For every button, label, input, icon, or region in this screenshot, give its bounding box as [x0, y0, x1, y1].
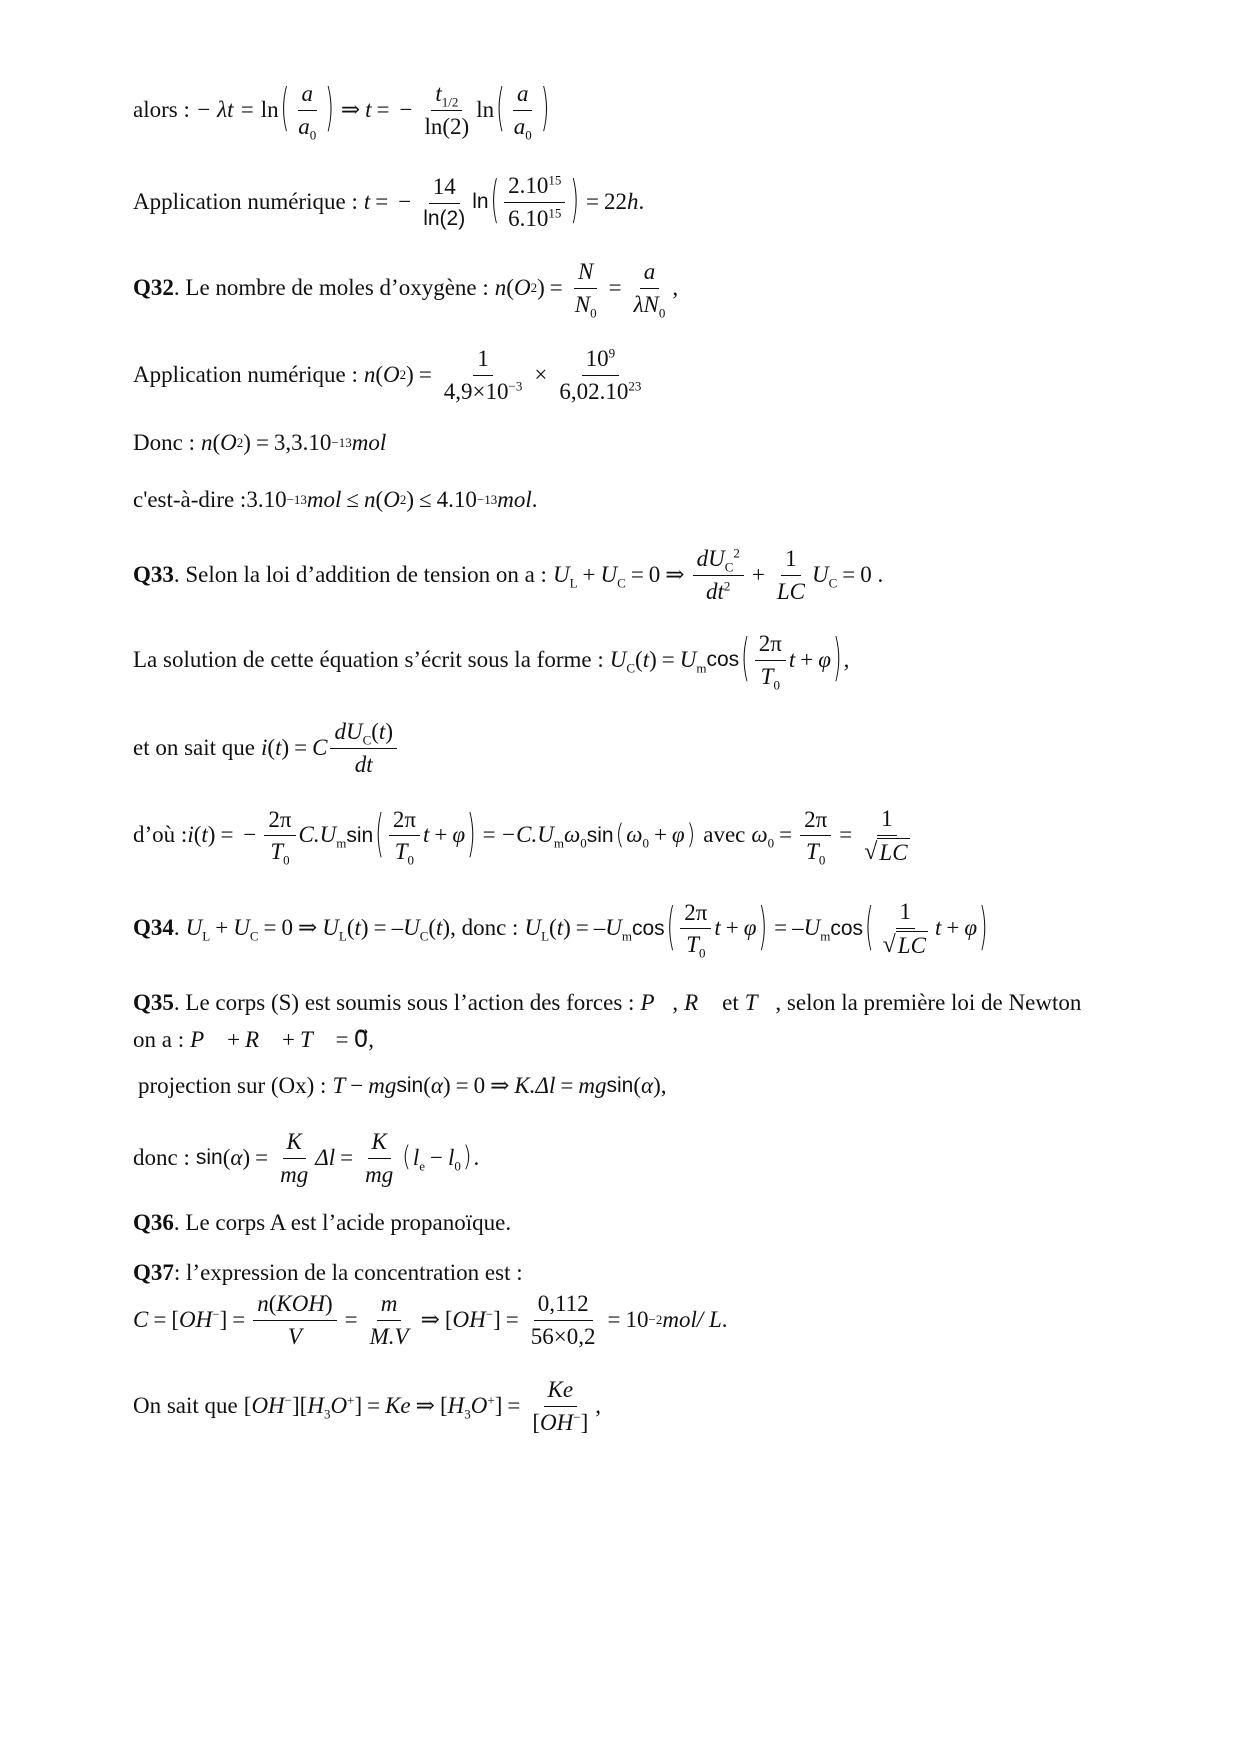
alors-label: alors : [133, 96, 190, 122]
current-expression: d’où : i ( t ) = − $\frac{2\pi}{T_0}$ $C.U_m$ sin ( $\frac{2\pi}{T_0}$ t + φ ) = $-C.U_m\omega_0$ sin ( $\omega_0$ + φ ) avec $\omega_0$ = $\frac{2\pi}{T_0}$ = 1 √ LC [133, 806, 908, 868]
volume-value: 0,2 [566, 1323, 596, 1349]
q37-line [133, 1260, 523, 1286]
solution-text: La solution de cette équation s’écrit sous la forme : [133, 646, 604, 672]
q34-label: Q34 [133, 915, 174, 941]
donc-label: Donc : [133, 430, 195, 455]
solution-line: La solution de cette équation s’écrit sous la forme : $U_C$ ( t ) = $U_m$ cos ( $\frac{2\pi}{T_0}$ t + φ ) , [133, 630, 850, 693]
q34-donc: , donc : [450, 915, 519, 941]
half-life-value: 14 [429, 173, 460, 204]
a0-value: 6.10 [508, 205, 549, 231]
q36-line [133, 1210, 511, 1236]
count-value: 10 [585, 346, 609, 371]
projection-label: projection sur (Ox) : [138, 1073, 327, 1098]
cest-a-dire-label: c'est-à-dire : [133, 487, 247, 512]
q35-line-2: on a : P⃗ + R⃗ + T⃗ = 0⃗ , [133, 1027, 375, 1052]
q32-text: . Le nombre de moles d’oxygène : [173, 274, 489, 300]
q35-label: Q35 [133, 990, 174, 1015]
moles-interval: c'est-à-dire : 3.10 −13 mol ≤ n ( O 2 ) ≤ 4.10 −13 mol . [133, 487, 538, 512]
q37-text: : l’expression de la concentration est : [173, 1260, 523, 1285]
q34-line: Q34 . $U_L$ + $U_C$ = 0 ⇒ $U_L$ ( t ) = $-U_C$ ( t ) , donc : $U_L$ ( t ) = $-U_m$ cos ( $\frac{2\pi}{T_0}$ t + φ ) = $-U_m$ cos ( 1 √ LC t + φ ) [133, 899, 988, 961]
q33-label: Q33 [133, 561, 174, 587]
on-sait-text: et on sait que [133, 734, 255, 760]
n-high: 4.10 [436, 487, 477, 512]
moles-numeric: Application numérique : n ( O 2 ) = $\frac{1}{4,9\times 10^{-3}}$ × $\frac{10^9}{6,02.10^{23}}$ [133, 345, 642, 404]
q35-text: . Le corps (S) est soumis sous l’action des forces : [173, 990, 635, 1015]
q35-et: et [722, 990, 739, 1015]
donc2-label: donc : [133, 1144, 190, 1170]
projection-line: projection sur (Ox) : T − mg sin ( α ) = 0 ⇒ K.Δl = mg sin ( α ) , [138, 1073, 667, 1098]
q32-label: Q32 [133, 274, 174, 300]
q32-line: Q32 . Le nombre de moles d’oxygène : n ( O 2 ) = $\frac{N}{N_0}$ = $\frac{a}{\lambda N_0}$ , [133, 259, 679, 321]
current-definition: et on sait que i ( t ) = C $\frac{dU_C(t)}{dt}$ [133, 718, 400, 778]
ionic-product: On sait que [ OH− ][ $H_3O^+$ ] = Ke ⇒ [ $H_3O^+$ ] = $\frac{Ke}{[OH^-]}$ , [133, 1377, 602, 1435]
conc-unit: mol/ L [662, 1306, 722, 1332]
decay-time-formula: alors : − λt = ln ( $\frac{a}{a_0}$ ) ⇒ t = − $\frac{t_{1/2}}{\ln(2)}$ ln ( $\frac{a}{a_0}$ ) [133, 80, 550, 143]
n-result: 3,3.10 [273, 430, 332, 455]
app-num-label: Application numérique : [133, 188, 358, 214]
dou-label: d’où : [133, 822, 188, 848]
q36-text: . Le corps A est l’acide propanoïque. [173, 1210, 512, 1235]
on-sait2-text: On sait que [133, 1392, 238, 1418]
on-a-label: on a : [133, 1027, 185, 1052]
avogadro-value: 6,02.10 [559, 378, 629, 404]
lambda-value: 4,9×10 [443, 378, 509, 404]
avec-label: avec [703, 822, 746, 848]
q33-line: Q33 . Selon la loi d’addition de tension on a : $U_L$ + $U_C$ = 0 ⇒ $\frac{dU_C^2}{dt^2}$ + $\frac{1}{LC}$ $U_C$ = 0 . [133, 545, 884, 604]
q37-label: Q37 [133, 1260, 174, 1285]
mass-value: 0,112 [534, 1290, 593, 1321]
sine-expression: donc : sin ( α ) = $\frac{K}{mg}$ Δl = $\frac{K}{mg}$ ( $l_e$ − $l_0$ ) . [133, 1129, 480, 1187]
molar-mass-value: 56 [530, 1323, 554, 1349]
q36-label: Q36 [133, 1210, 174, 1235]
concentration-formula: C = [ OH− ] = $\frac{\text{n(KOH)}}{V}$ = $\frac{m}{M.V}$ ⇒ [ OH− ] = $\frac{0,112}{56\times 0,2}$ = 10 −2 mol/ L . [133, 1291, 728, 1349]
a-value: 2.10 [508, 173, 549, 198]
app-num-label-2: Application numérique : [133, 361, 358, 387]
n-low: 3.10 [246, 487, 287, 512]
moles-result: Donc : n ( O 2 ) = 3,3.10 −13 mol [133, 430, 387, 455]
q33-text: . Selon la loi d’addition de tension on a : [173, 561, 547, 587]
q35-line-1: Q35 . Le corps (S) est soumis sous l’action des forces : P⃗ , R⃗ et T⃗ , selon la première loi de Newton [133, 990, 1082, 1015]
decay-time-numeric: Application numérique : t = − $\frac{14}{\ln(2)}$ ln ( $\frac{2.10^{15}}{6.10^{15}}$ ) = 22 h . [133, 172, 645, 231]
q35-newton: , selon la première loi de Newton [775, 990, 1082, 1015]
t-result: 22 [604, 188, 627, 214]
